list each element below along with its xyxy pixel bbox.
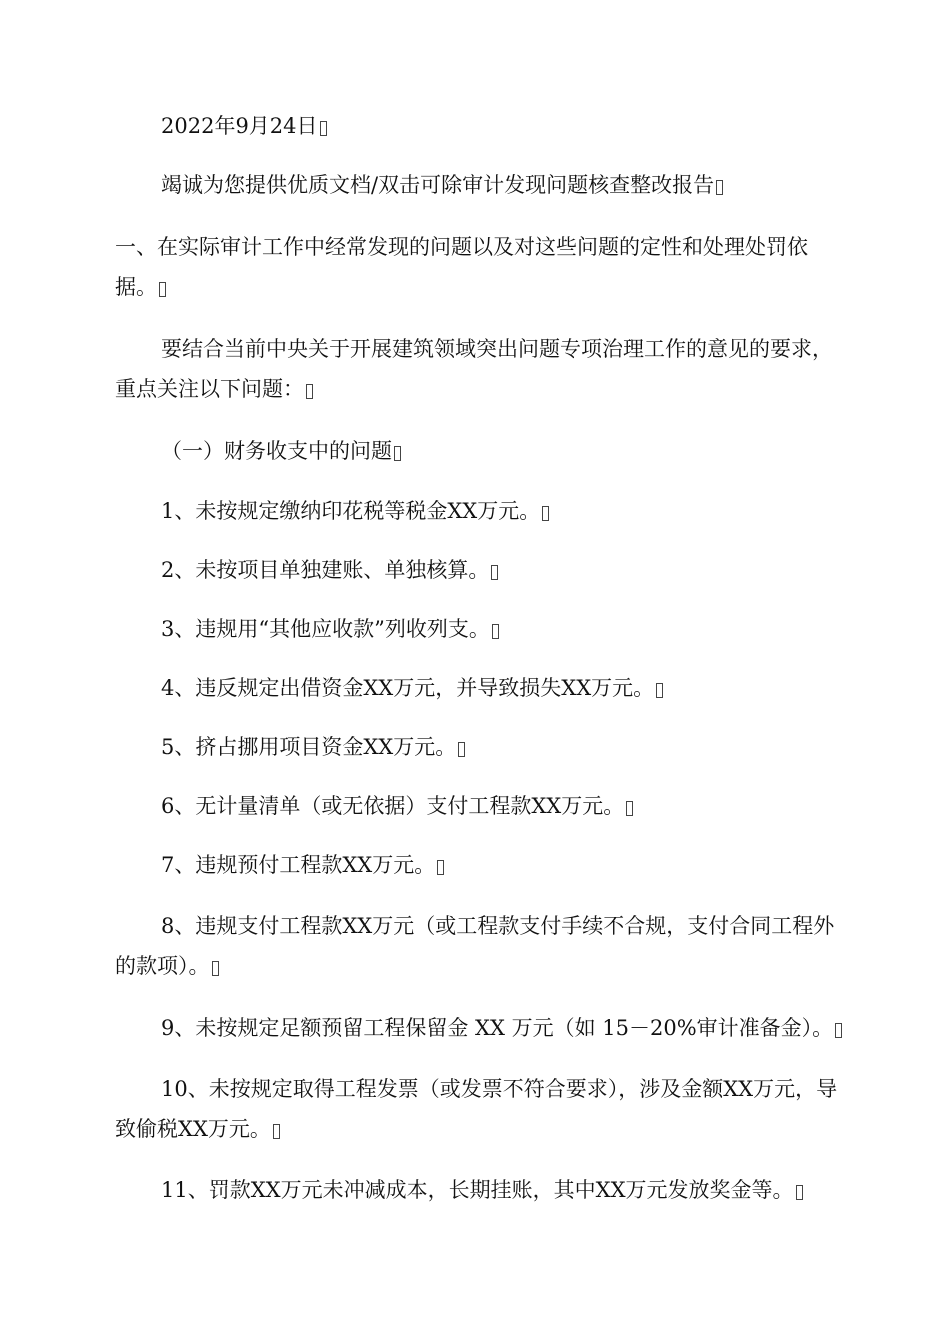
doc-date: 2022年9月24日 <box>115 106 845 146</box>
paragraph-mark-icon <box>835 1023 842 1038</box>
paragraph-mark-icon <box>796 1185 803 1200</box>
list-item: 7、违规预付工程款XX万元。 <box>115 845 845 885</box>
paragraph-mark-icon <box>458 742 465 757</box>
subheading: （一）财务收支中的问题 <box>115 431 845 471</box>
paragraph-mark-icon <box>542 506 549 521</box>
list-item: 6、无计量清单（或无依据）支付工程款XX万元。 <box>115 786 845 826</box>
list-item: 2、未按项目单独建账、单独核算。 <box>115 550 845 590</box>
section-heading: 一、在实际审计工作中经常发现的问题以及对这些问题的定性和处理处罚依据。 <box>115 235 808 299</box>
paragraph-mark-icon <box>626 801 633 816</box>
list-item: 5、挤占挪用项目资金XX万元。 <box>115 727 845 767</box>
list-item: 4、违反规定出借资金XX万元，并导致损失XX万元。 <box>115 668 845 708</box>
paragraph-mark-icon <box>273 1124 280 1139</box>
paragraph-mark-icon <box>212 961 219 976</box>
paragraph-mark-icon <box>492 624 499 639</box>
list-item: 9、未按规定足额预留工程保留金 XX 万元（如 15－20%审计准备金）。 <box>115 1008 845 1048</box>
paragraph-mark-icon <box>320 121 327 136</box>
paragraph-mark-icon <box>716 180 723 195</box>
paragraph-mark-icon <box>656 683 663 698</box>
intro-paragraph: 要结合当前中央关于开展建筑领域突出问题专项治理工作的意见的要求，重点关注以下问题： <box>115 337 833 401</box>
paragraph-mark-icon <box>437 860 444 875</box>
paragraph-mark-icon <box>159 282 166 297</box>
list-item: 8、违规支付工程款XX万元（或工程款支付手续不合规，支付合同工程外的款项）。 <box>115 914 835 978</box>
list-item: 10、未按规定取得工程发票（或发票不符合要求），涉及金额XX万元，导致偷税XX万元。 <box>115 1077 838 1141</box>
paragraph-mark-icon <box>394 446 401 461</box>
paragraph-mark-icon <box>306 384 313 399</box>
list-item: 3、违规用“其他应收款”列收列支。 <box>115 609 845 649</box>
list-item: 1、未按规定缴纳印花税等税金XX万元。 <box>115 491 845 531</box>
paragraph-mark-icon <box>491 565 498 580</box>
doc-banner: 竭诚为您提供优质文档/双击可除审计发现问题核查整改报告 <box>115 165 845 205</box>
list-item: 11、罚款XX万元未冲减成本，长期挂账，其中XX万元发放奖金等。 <box>115 1170 845 1210</box>
